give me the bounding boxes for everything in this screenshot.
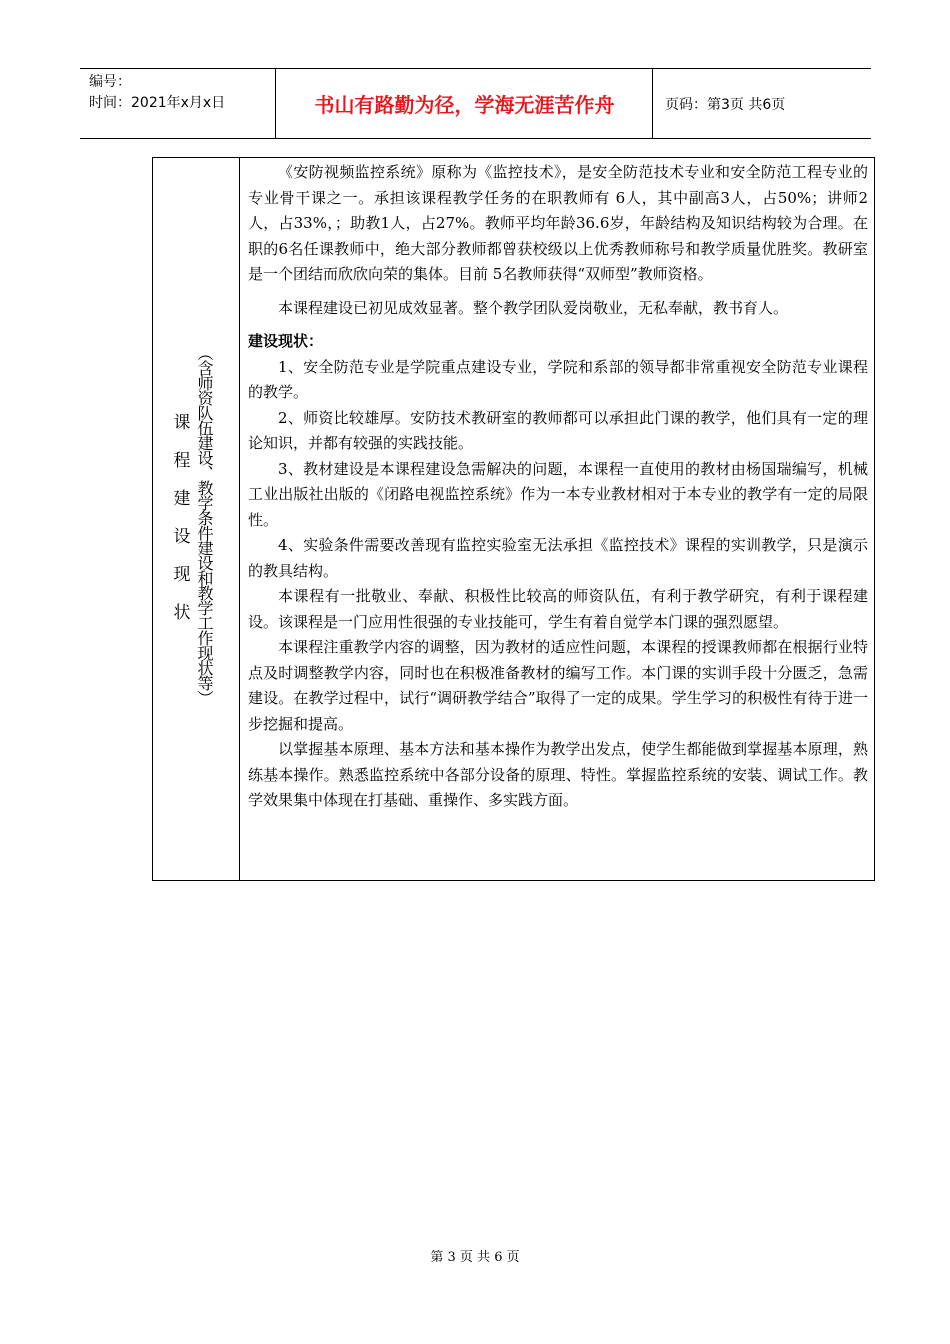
page-header — [80, 68, 871, 139]
paragraph: 《安防视频监控系统》原称为《监控技术》，是安全防范技术专业和安全防范工程专业的专业骨干课之一。承担该课程教学任务的在职教师有 6人，其中副高3人，占50%；讲师2人，占33%，；助教1人，占27%。教师平均年龄36.6岁，年龄结构及知识结构较为合理。在职的6名任课教师中，绝大部分教师都曾获校级以上优秀教师称号和教学质量优胜奖。教研室是一个团结而欣欣向荣的集体。目前 5名教师获得“双师型”教师资格。 — [248, 163, 868, 283]
motto: 书山有路勤为径，学海无涯苦作舟 — [277, 69, 653, 138]
section-heading: 建设现状： — [248, 332, 324, 350]
list-item: 2、师资比较雄厚。安防技术教研室的教师都可以承担此门课的教学，他们具有一定的理论知识，并都有较强的实践技能。 — [248, 408, 868, 452]
page-code: 页码：第3页 共6页 — [665, 96, 786, 113]
paragraph: 本课程有一批敬业、奉献、积极性比较高的师资队伍，有利于教学研究，有利于课程建设。该课程是一门应用性很强的专业技能可，学生有着自觉学本门课的强烈愿望。 — [248, 587, 868, 631]
list-item: 1、安全防范专业是学院重点建设专业，学院和系部的领导都非常重视安全防范专业课程的教学。 — [248, 357, 868, 401]
content-body — [248, 160, 868, 814]
header-meta — [80, 69, 276, 138]
paragraph: 以掌握基本原理、基本方法和基本操作为教学出发点，使学生都能做到掌握基本原理，熟练基本操作。熟悉监控系统中各部分设备的原理、特性。掌握监控系统的安装、调试工作。教学效果集中体现在打基础、重操作、多实践方面。 — [248, 740, 868, 809]
time-label: 时间：2021年x月x日 — [89, 95, 226, 111]
section-label-char: 设 — [173, 527, 191, 547]
section-label-char: 程 — [173, 451, 191, 471]
number-label: 编号： — [89, 74, 131, 90]
section-label-char: 课 — [173, 413, 191, 433]
page-footer: 第 3 页 共 6 页 — [430, 1250, 520, 1265]
paragraph: 本课程注重教学内容的调整，因为教材的适应性问题，本课程的授课教师都在根据行业特点及时调整教学内容，同时也在积极准备教材的编写工作。本门课的实训手段十分匮乏，急需建设。在教学过程中，试行“调研教学结合”取得了一定的成果。学生学习的积极性有待于进一步挖掘和提高。 — [248, 638, 868, 733]
section-label-char: 现 — [173, 565, 191, 585]
paragraph: 本课程建设已初见成效显著。整个教学团队爱岗敬业，无私奉献，教书育人。 — [278, 298, 789, 317]
section-label-char: 建 — [173, 489, 191, 509]
section-sublabel: （含师资队伍建设、教学条件建设和教学工作现状等） — [195, 345, 214, 705]
list-item: 4、实验条件需要改善现有监控实验室无法承担《监控技术》课程的实训教学，只是演示的教具结构。 — [248, 536, 868, 580]
section-label-char: 状 — [173, 603, 191, 623]
list-item: 3、教材建设是本课程建设急需解决的问题，本课程一直使用的教材由杨国瑞编写，机械工业出版社出版的《闭路电视监控系统》作为一本专业教材相对于本专业的教学有一定的局限性。 — [248, 459, 868, 529]
section-label — [172, 415, 192, 643]
